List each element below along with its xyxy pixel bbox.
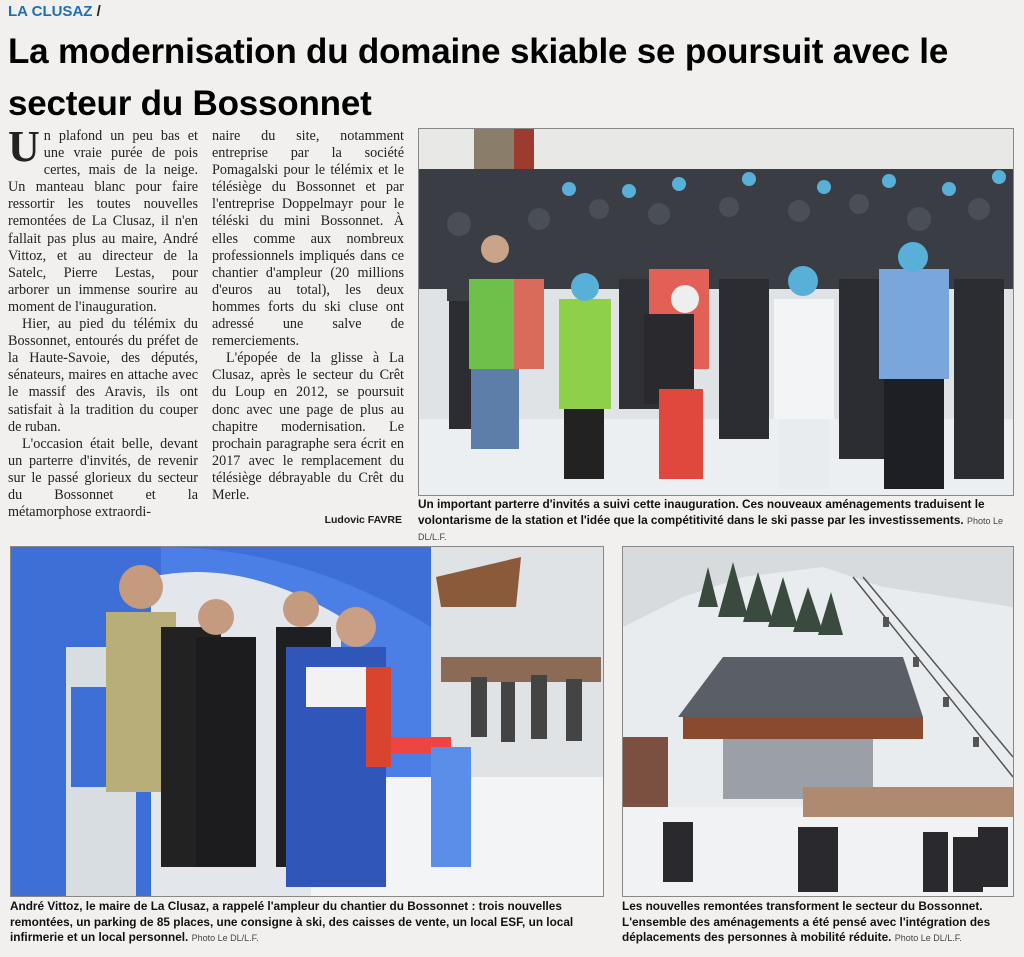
- caption-bottom-left: [10, 899, 610, 947]
- article-paragraph: Hier, au pied du télémix du Bossonnet, entourés du préfet de la Haute-Savoie, des députés, sénateurs, maires en attache avec le massif des Aravis, ils ont satisfait à la tradition du couper de ruban.: [8, 316, 198, 435]
- caption-top: [418, 497, 1018, 546]
- photo-credit: Photo Le DL/L.F.: [418, 515, 1003, 542]
- caption-text: André Vittoz, le maire de La Clusaz, a rappelé l'ampleur du chantier du Bossonnet : trois nouvelles remontées, un parking de 85 places, une consigne à ski, des caisses de vente, un local ESF, un local infirmerie et un local personnel.: [10, 899, 574, 944]
- speech-illustration: [11, 547, 603, 896]
- photo-credit: Photo Le DL/L.F.: [894, 933, 962, 943]
- lifts-illustration: [623, 547, 1013, 896]
- article-column-2: [212, 128, 404, 504]
- crowd-illustration: [419, 129, 1013, 495]
- caption-bottom-right: [622, 899, 1022, 947]
- kicker-place: LA CLUSAZ: [8, 3, 93, 20]
- paragraph-text: n plafond un peu bas et une vraie purée de pois certes, mais de la neige. Un manteau blanc pour faire ressortir les toutes nouvelles remontées de La Clusaz, il n'en fallait pas plus au maire, André Vittoz, et au directeur de la Satelc, Pierre Lestas, pour arborer un immense sourire au moment de l'inauguration.: [8, 128, 198, 315]
- photo-lifts: [622, 546, 1014, 897]
- article-headline: La modernisation du domaine skiable se poursuit avec le secteur du Bossonnet: [8, 32, 949, 123]
- photo-credit: Photo Le DL/L.F.: [191, 933, 259, 943]
- article-paragraph: L'épopée de la glisse à La Clusaz, après le secteur du Crêt du Loup en 2012, se poursuit donc avec une page de plus au chapitre modernisation. Le prochain paragraphe sera écrit en 2017 avec le remplacement du télésiège débrayable du Crêt du Merle.: [212, 350, 404, 503]
- caption-text: Un important parterre d'invités a suivi cette inauguration. Ces nouveaux aménagements traduisent le volontarisme de la station et l'idée que la compétitivité dans le ski passe par les investissements.: [418, 497, 985, 527]
- kicker-separator: /: [96, 3, 101, 20]
- article-paragraph: naire du site, notamment entreprise par la société Pomagalski pour le télémix et le télésiège du Bossonnet et par l'entreprise Doppelmayr pour le téléski du mini Bossonnet. À elles comme aux nombreux professionnels impliqués dans ce chantier d'ampleur (20 millions d'euros au total), les deux hommes forts du ski cluse ont adressé une salve de remerciements.: [212, 128, 404, 350]
- caption-text: Les nouvelles remontées transforment le secteur du Bossonnet. L'ensemble des aménagements a été pensé avec l'intégration des déplacements des personnes à mobilité réduite.: [622, 899, 991, 944]
- article-column-1: [8, 122, 198, 521]
- article-paragraph: L'occasion était belle, devant un parterre d'invités, de revenir sur le passé glorieux du secteur du Bossonnet et la métamorphose extraordi-: [8, 435, 198, 521]
- dropcap: U: [8, 122, 40, 171]
- author-byline: Ludovic FAVRE: [324, 514, 402, 526]
- article-paragraph: [8, 122, 198, 316]
- photo-crowd: [418, 128, 1014, 496]
- photo-speech: [10, 546, 604, 897]
- section-kicker: [8, 3, 101, 20]
